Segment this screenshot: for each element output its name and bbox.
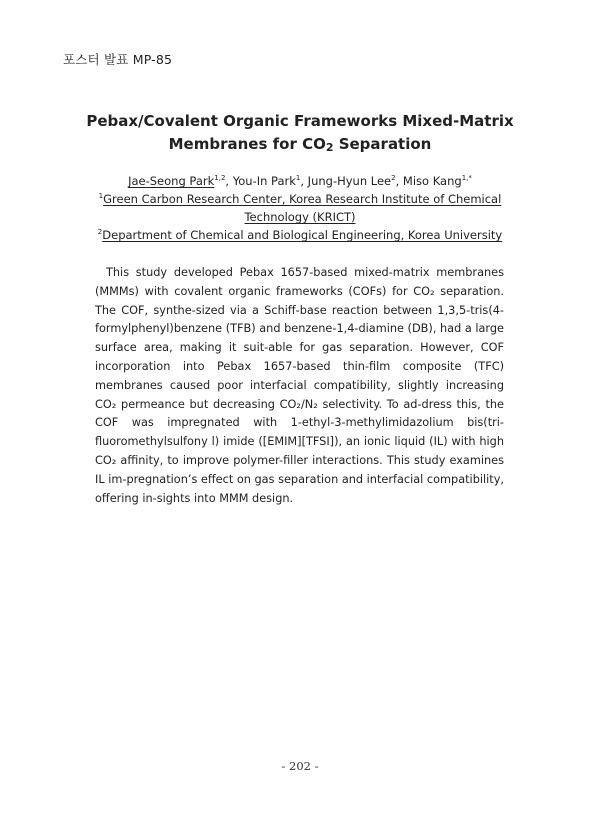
title-subscript: 2 (325, 141, 334, 154)
page-number: - 202 - (281, 759, 319, 773)
affiliation-2 (60, 226, 540, 244)
author-name: Jung-Hyun Lee (307, 174, 392, 188)
affiliation-mark: 2 (97, 228, 103, 236)
title-line-1: Pebax/Covalent Organic Frameworks Mixed-Matrix (86, 112, 514, 130)
title-line-2 (60, 133, 540, 159)
affiliation-1-continued (60, 208, 540, 226)
author-block (60, 172, 540, 244)
affiliation-text: Technology (KRICT) (244, 210, 356, 224)
author-affiliation-mark: 2 (391, 174, 396, 182)
affiliation-mark: 1 (98, 192, 104, 200)
author-affiliation-mark: 1 (295, 174, 301, 182)
affiliation-text: Department of Chemical and Biological Engineering, Korea University (102, 228, 503, 242)
affiliation-1 (60, 190, 540, 208)
title-line-2-suffix: Separation (333, 135, 432, 153)
paper-title (60, 110, 540, 159)
author-name: You-In Park (232, 174, 296, 188)
author-affiliation-mark: 1,2 (214, 174, 226, 182)
author-list: Jae-Seong Park$^{1,2}$, You-In Park$^1$, Jung-Hyun Lee$^2$, Miso Kang$^{1,*}$ (128, 174, 472, 188)
poster-session-label: 포스터 발표 MP-85 (63, 52, 173, 67)
affiliation-text: Green Carbon Research Center, Korea Research Institute of Chemical (103, 192, 502, 206)
abstract-paragraph: This study developed Pebax 1657-based mixed-matrix membranes (MMMs) with covalent organic frameworks (COFs) for CO₂ separation. The COF, synthe-sized via a Schiff-base reaction between 1,3,5-tris(4-formylphenyl)benzene (TFB) and benzene-1,4-diamine (DB), had a large surface area, making it suit-able for gas separation. However, COF incorporation into Pebax 1657-based thin-film composite (TFC) membranes caused poor interfacial compatibility, slightly increasing CO₂ permeance but decreasing CO₂/N₂ selectivity. To ad-dress this, the COF was impregnated with 1-ethyl-3-methylimidazolium bis(tri-fluoromethylsulfony l) imide ([EMIM][TFSI]), an ionic liquid (IL) with high CO₂ affinity, to improve polymer-filler interactions. This study examines IL im-pregnation’s effect on gas separation and interfacial compatibility, offering in-sights into MMM design. (95, 266, 504, 505)
author-affiliation-mark: 1,* (461, 174, 472, 182)
author-name: Jae-Seong Park (128, 174, 215, 188)
title-line-2-prefix: Membranes for CO (168, 135, 326, 153)
author-name: Miso Kang (402, 174, 462, 188)
